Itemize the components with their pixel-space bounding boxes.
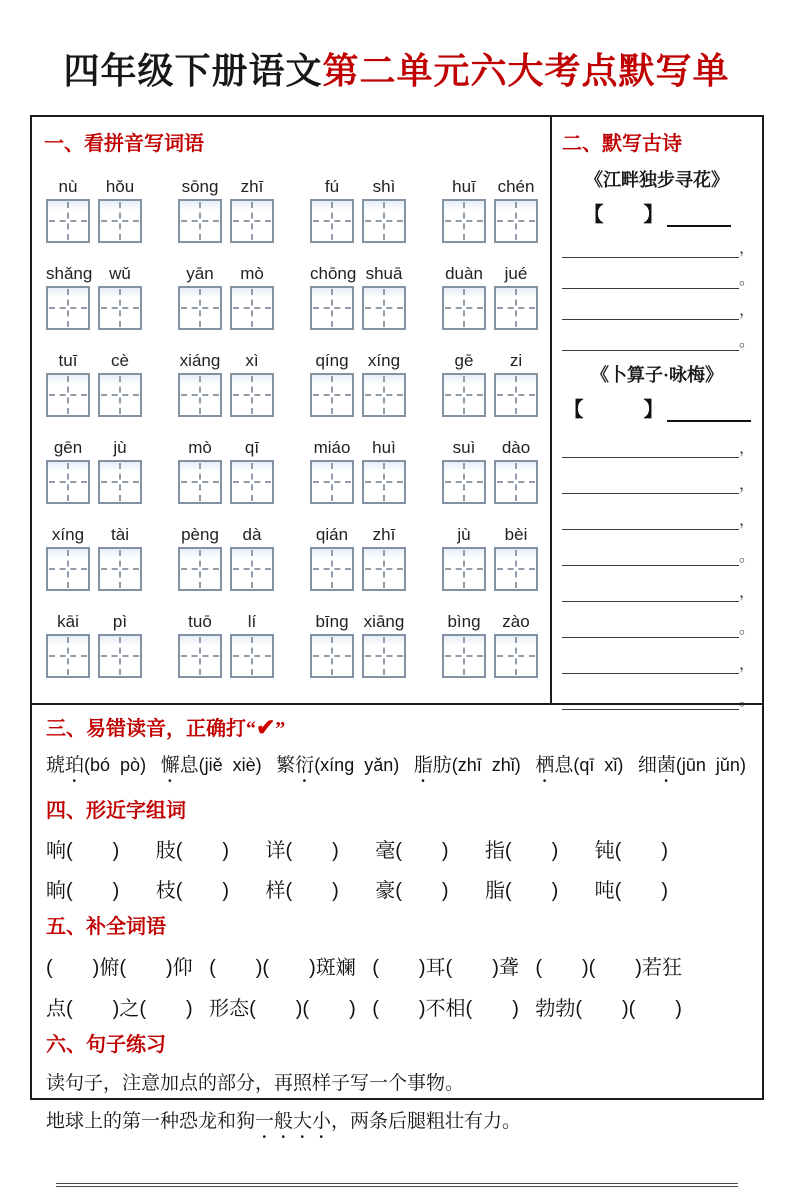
answer-blank <box>562 242 739 258</box>
word-group <box>46 438 142 504</box>
pinyin-syllable: xì <box>245 351 259 370</box>
writing-grid-cell <box>494 199 538 243</box>
line-punctuation: ， <box>739 656 756 673</box>
title-red-part: 第二单元六大考点默写单 <box>322 51 730 91</box>
word-group <box>310 525 406 591</box>
pinyin-syllable: gēn <box>53 438 83 457</box>
pinyin-syllable: bīng <box>315 612 349 631</box>
pinyin-syllable: xiáng <box>179 351 221 370</box>
similar-char-row <box>46 874 748 903</box>
pinyin-syllable: cè <box>111 351 129 370</box>
line-punctuation: ， <box>739 302 756 319</box>
word-group <box>442 438 538 504</box>
poem-section <box>550 117 762 709</box>
top-area <box>32 117 762 709</box>
pinyin-word-row <box>44 351 540 417</box>
title-black-part: 四年级下册语文 <box>63 51 323 91</box>
writing-grid-cell <box>230 199 274 243</box>
char-blank: 响( ) <box>46 840 120 862</box>
word-pattern: 形态( )( ) <box>209 998 356 1020</box>
pinyin-syllable: bèi <box>504 525 528 544</box>
pinyin-syllable: shì <box>372 177 396 196</box>
poem-blank-line <box>562 620 756 638</box>
word-group <box>46 264 142 330</box>
pinyin-word-row <box>44 525 540 591</box>
char-blank: 枝( ) <box>155 880 230 902</box>
char-blank: 吨( ) <box>594 880 668 902</box>
pinyin-syllable: pèng <box>181 525 219 544</box>
writing-grid-cell <box>442 547 486 591</box>
writing-grid-cell <box>442 634 486 678</box>
pinyin-syllable: xiāng <box>363 612 405 631</box>
word-group <box>442 264 538 330</box>
pronunciation-item: 栖息(qī xǐ) <box>535 755 624 776</box>
answer-blank <box>562 550 739 566</box>
writing-grid-cell <box>442 460 486 504</box>
pinyin-syllable: kāi <box>57 612 79 631</box>
author-brackets: 【 】 <box>563 399 664 421</box>
pinyin-syllable: dà <box>242 525 262 544</box>
pinyin-syllable: pì <box>112 612 128 631</box>
writing-grid-cell <box>46 286 90 330</box>
word-group <box>46 351 142 417</box>
pinyin-syllable: zào <box>502 612 530 631</box>
pronunciation-items <box>46 750 748 787</box>
pronunciation-item: 琥珀(bó pò) <box>46 755 147 776</box>
pinyin-syllable: gē <box>454 351 474 370</box>
line-punctuation: 。 <box>739 333 756 350</box>
pinyin-word-row <box>44 438 540 504</box>
writing-grid-cell <box>310 199 354 243</box>
pinyin-syllable: sōng <box>181 177 219 196</box>
word-pattern: ( )耳( )聋 <box>372 957 519 979</box>
poem-2-title: 《卜算子·咏梅》 <box>590 365 723 385</box>
word-group <box>310 351 406 417</box>
poem-blank-line <box>562 302 756 320</box>
complete-word-row <box>46 992 748 1021</box>
writing-grid-cell <box>178 634 222 678</box>
writing-grid-cell <box>494 286 538 330</box>
char-blank: 毫( ) <box>375 840 449 862</box>
writing-grid-cell <box>98 373 142 417</box>
pinyin-word-row <box>44 177 540 243</box>
char-blank: 肢( ) <box>155 840 230 862</box>
pinyin-syllable: bìng <box>447 612 481 631</box>
writing-grid-cell <box>178 286 222 330</box>
writing-grid-cell <box>178 373 222 417</box>
pinyin-syllable: tuī <box>58 351 78 370</box>
writing-grid-cell <box>362 634 406 678</box>
poem-blank-line <box>562 656 756 674</box>
section4-similar-characters <box>32 787 762 903</box>
word-pattern: ( )俯( )仰 <box>46 957 193 979</box>
writing-grid-cell <box>362 460 406 504</box>
answer-blank <box>562 694 739 710</box>
writing-grid-cell <box>98 286 142 330</box>
pinyin-syllable: huì <box>372 438 396 457</box>
writing-grid-cell <box>178 547 222 591</box>
writing-grid-cell <box>98 634 142 678</box>
word-group <box>178 177 274 243</box>
pinyin-syllable: qī <box>244 438 260 457</box>
pinyin-syllable: zhī <box>372 525 396 544</box>
poem-blank-line <box>562 548 756 566</box>
pinyin-syllable: yān <box>186 264 214 283</box>
writing-grid-cell <box>494 373 538 417</box>
pinyin-section <box>32 117 550 703</box>
poem-blank-line <box>562 584 756 602</box>
author-blank <box>667 209 731 227</box>
pronunciation-item: 繁衍(xíng yǎn) <box>276 755 400 776</box>
writing-grid-cell <box>230 634 274 678</box>
writing-grid-cell <box>310 286 354 330</box>
pinyin-syllable: qián <box>315 525 349 544</box>
word-group <box>178 264 274 330</box>
answer-blank <box>562 586 739 602</box>
word-group <box>310 177 406 243</box>
writing-grid-cell <box>494 634 538 678</box>
writing-grid-cell <box>46 634 90 678</box>
pinyin-syllable: zi <box>509 351 523 370</box>
word-pattern: ( )( )若狂 <box>535 957 682 979</box>
instruction-text: 读句子，注意加点的部分，再照样子写一个事物。 <box>46 1073 465 1094</box>
pinyin-syllable: duàn <box>445 264 483 283</box>
writing-grid-cell <box>178 199 222 243</box>
word-pattern: 勃勃( )( ) <box>535 998 682 1020</box>
answer-blank <box>562 478 739 494</box>
pinyin-syllable: jù <box>457 525 471 544</box>
word-group <box>178 612 274 678</box>
word-group <box>310 438 406 504</box>
writing-grid-cell <box>442 199 486 243</box>
poem-2-author-line <box>562 393 752 422</box>
writing-grid-cell <box>46 199 90 243</box>
pinyin-syllable: wǔ <box>109 264 131 283</box>
complete-word-row <box>46 951 748 980</box>
section6-sentence-practice <box>32 1021 762 1187</box>
section4-header: 四、形近字组词 <box>46 800 186 822</box>
pinyin-syllable: tuō <box>188 612 212 631</box>
pronunciation-item: 懈息(jiě xiè) <box>160 755 262 776</box>
pinyin-syllable: suì <box>452 438 476 457</box>
writing-grid-cell <box>178 460 222 504</box>
writing-grid-cell <box>362 373 406 417</box>
word-group <box>442 177 538 243</box>
pinyin-syllable: chén <box>497 177 535 196</box>
word-pattern: ( )不相( ) <box>372 998 519 1020</box>
writing-grid-cell <box>310 634 354 678</box>
pinyin-syllable: qíng <box>315 351 349 370</box>
pinyin-word-row <box>44 264 540 330</box>
writing-grid-cell <box>230 547 274 591</box>
poem-blank-line <box>562 240 756 258</box>
checkmark-icon: ✔ <box>256 715 276 740</box>
answer-blank <box>562 658 739 674</box>
line-punctuation: ， <box>739 584 756 601</box>
answer-blank <box>562 335 739 351</box>
line-punctuation: 。 <box>739 548 756 565</box>
section5-header: 五、补全词语 <box>46 916 166 938</box>
pinyin-syllable: jué <box>504 264 528 283</box>
word-group <box>442 525 538 591</box>
word-group <box>46 612 142 678</box>
pinyin-syllable: shuā <box>365 264 403 283</box>
writing-grid-cell <box>46 547 90 591</box>
section3-misread-pronunciation <box>32 705 762 787</box>
line-punctuation: 。 <box>739 620 756 637</box>
poem-blank-line <box>562 271 756 289</box>
char-blank: 样( ) <box>265 880 339 902</box>
page-title <box>0 0 793 92</box>
pinyin-syllable: mò <box>188 438 212 457</box>
writing-grid-cell <box>362 547 406 591</box>
word-group <box>178 351 274 417</box>
section5-complete-words <box>32 903 762 1021</box>
word-group <box>442 612 538 678</box>
poem-blank-line <box>562 476 756 494</box>
writing-grid-cell <box>46 373 90 417</box>
char-blank: 钝( ) <box>594 840 668 862</box>
pinyin-syllable: jù <box>113 438 127 457</box>
answer-blank <box>562 273 739 289</box>
answer-blank <box>562 304 739 320</box>
writing-grid-cell <box>230 373 274 417</box>
word-group <box>442 351 538 417</box>
pinyin-syllable: lí <box>247 612 257 631</box>
line-punctuation: ， <box>739 512 756 529</box>
writing-grid-cell <box>310 373 354 417</box>
word-pattern: ( )( )斑斓 <box>209 957 356 979</box>
pinyin-syllable: huī <box>452 177 476 196</box>
pinyin-syllable: fú <box>324 177 340 196</box>
line-punctuation: ， <box>739 240 756 257</box>
writing-grid-cell <box>230 286 274 330</box>
char-blank: 脂( ) <box>484 880 559 902</box>
writing-grid-cell <box>442 286 486 330</box>
writing-grid-cell <box>494 547 538 591</box>
pronunciation-item: 脂肪(zhī zhǐ) <box>413 755 521 776</box>
pinyin-word-row <box>44 612 540 678</box>
pronunciation-item: 细菌(jūn jǔn) <box>637 755 746 776</box>
word-group <box>46 525 142 591</box>
author-blank <box>667 404 751 422</box>
writing-grid-cell <box>98 199 142 243</box>
writing-grid-cell <box>362 286 406 330</box>
word-group <box>46 177 142 243</box>
author-brackets: 【 】 <box>583 204 664 226</box>
writing-grid-cell <box>230 460 274 504</box>
answer-blank <box>562 622 739 638</box>
pinyin-syllable: xíng <box>51 525 85 544</box>
poem-1-author-line <box>562 198 752 227</box>
writing-grid-cell <box>494 460 538 504</box>
pinyin-syllable: shǎng <box>46 264 93 283</box>
word-group <box>310 612 406 678</box>
pinyin-syllable: nù <box>58 177 78 196</box>
writing-grid-cell <box>98 547 142 591</box>
poem-blank-line <box>562 440 756 458</box>
answer-blank <box>562 514 739 530</box>
char-blank: 晌( ) <box>46 880 120 902</box>
pinyin-syllable: miáo <box>313 438 351 457</box>
word-group <box>178 525 274 591</box>
section1-header: 一、看拼音写词语 <box>44 133 204 155</box>
char-blank: 指( ) <box>484 840 559 862</box>
line-punctuation: 。 <box>739 271 756 288</box>
worksheet-border <box>30 115 764 1132</box>
answer-blank <box>562 442 739 458</box>
writing-grid-cell <box>98 460 142 504</box>
writing-grid-cell <box>310 547 354 591</box>
word-pattern: 点( )之( ) <box>46 998 193 1020</box>
line-punctuation: ， <box>739 440 756 457</box>
word-group <box>310 264 406 330</box>
writing-grid-cell <box>46 460 90 504</box>
poem-blank-line <box>562 512 756 530</box>
section2-header: 二、默写古诗 <box>562 133 682 155</box>
poem-1-title: 《江畔独步寻花》 <box>585 170 729 190</box>
poem-blank-line <box>562 692 756 710</box>
writing-grid-cell <box>362 199 406 243</box>
writing-grid-cell <box>310 460 354 504</box>
poem-blank-line <box>562 333 756 351</box>
pinyin-syllable: mò <box>240 264 264 283</box>
section6-header: 六、句子练习 <box>46 1034 166 1056</box>
char-blank: 详( ) <box>265 840 339 862</box>
writing-grid-cell <box>442 373 486 417</box>
pinyin-syllable: chōng <box>310 264 357 283</box>
pinyin-syllable: dào <box>501 438 531 457</box>
poem-2 <box>562 351 756 710</box>
similar-char-row <box>46 834 748 863</box>
line-punctuation: 。 <box>739 692 756 709</box>
word-group <box>178 438 274 504</box>
poem-1 <box>562 156 756 351</box>
pinyin-syllable: tài <box>111 525 129 544</box>
pinyin-syllable: zhī <box>240 177 264 196</box>
pinyin-syllable: hǒu <box>105 177 135 196</box>
answer-writing-line <box>56 1183 738 1187</box>
example-sentence: 地球上的第一种恐龙和狗一般大小，两条后腿粗壮有力。 <box>46 1111 522 1132</box>
char-blank: 豪( ) <box>375 880 449 902</box>
pinyin-syllable: xíng <box>367 351 401 370</box>
line-punctuation: ， <box>739 476 756 493</box>
section3-header: 三、易错读音，正确打“✔” <box>46 715 286 740</box>
dotted-phrase: 一般大小 <box>255 1111 332 1132</box>
